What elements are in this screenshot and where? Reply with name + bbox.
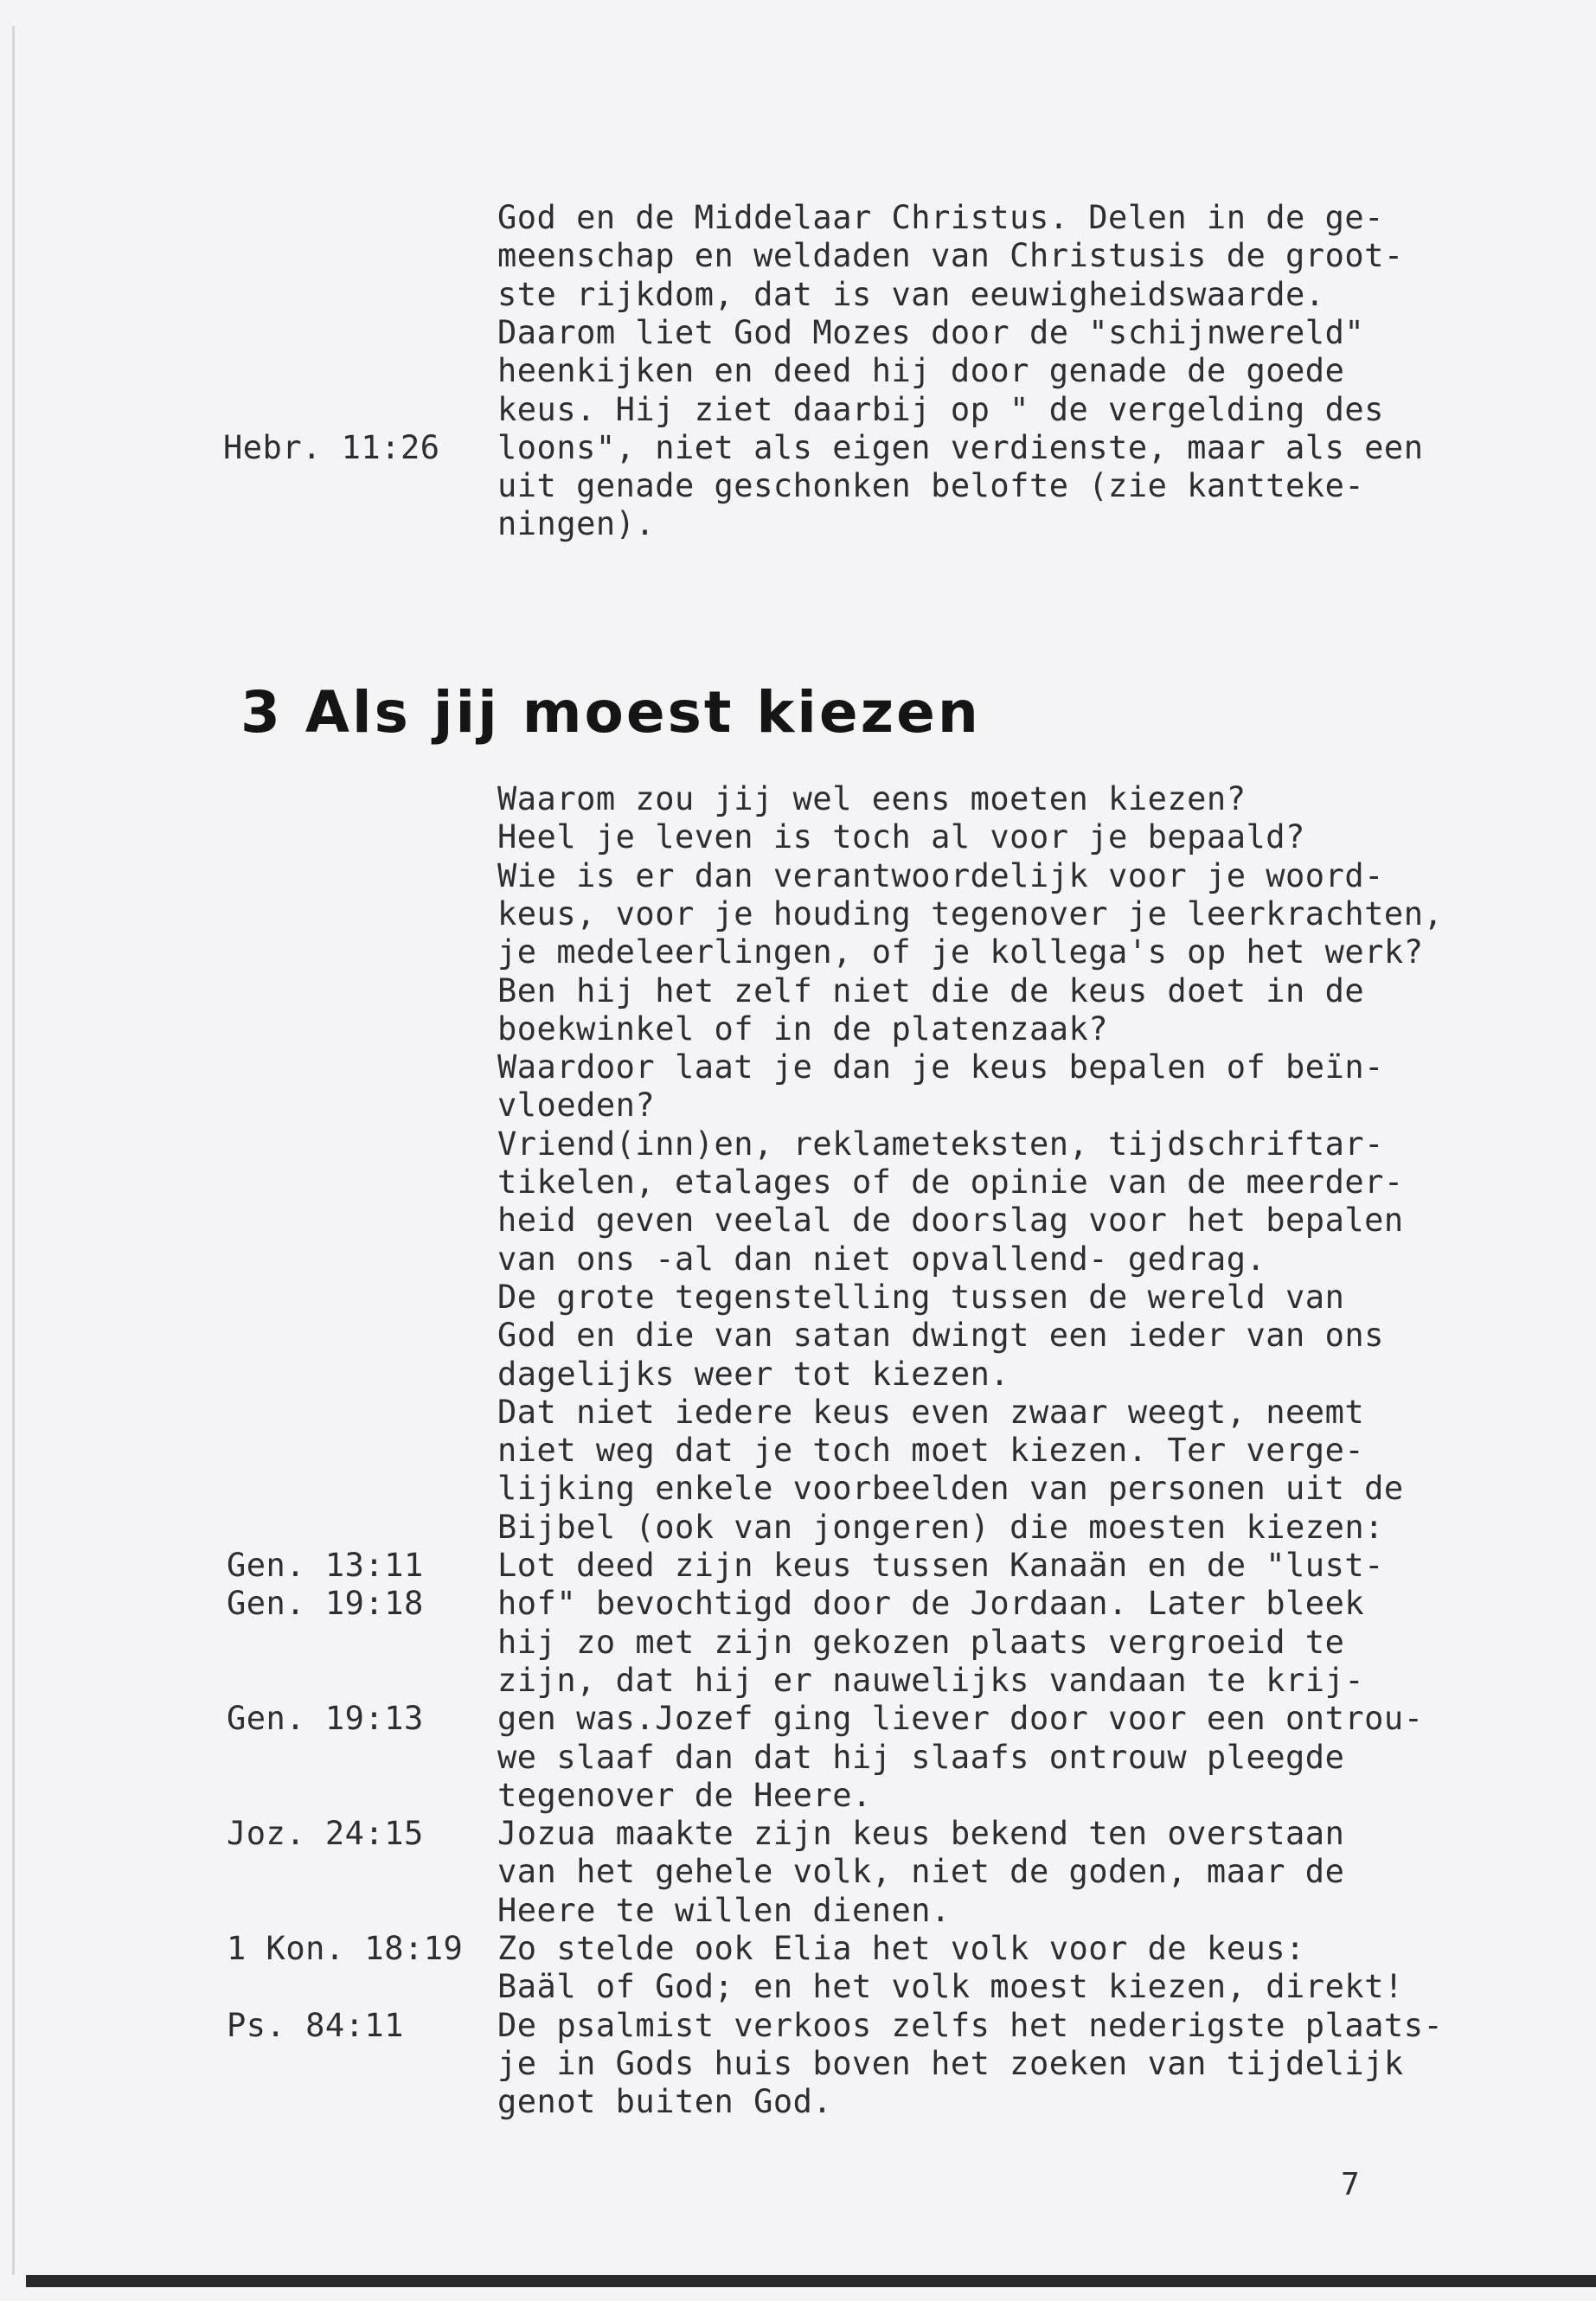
text-line: tikelen, etalages of de opinie van de meerder- — [497, 1163, 1404, 1201]
page-bottom-edge — [26, 2275, 1596, 2287]
text-line: boekwinkel of in de platenzaak? — [497, 1009, 1109, 1048]
text-line: tegenover de Heere. — [497, 1776, 872, 1814]
scripture-reference: Joz. 24:15 — [227, 1815, 424, 1853]
text-line: we slaaf dan dat hij slaafs ontrouw pleegde — [497, 1738, 1345, 1776]
scripture-reference: Ps. 84:11 — [227, 2006, 404, 2044]
page-left-edge — [12, 26, 15, 2275]
text-line: God en de Middelaar Christus. Delen in de ge- — [497, 199, 1384, 236]
text-line: Zo stelde ook Elia het volk voor de keus: — [497, 1930, 1305, 1967]
text-line: Daarom liet God Mozes door de "schijnwereld" — [497, 313, 1365, 351]
text-line: keus, voor je houding tegenover je leerkrachten, — [497, 894, 1444, 933]
text-line: Dat niet iedere keus even zwaar weegt, neemt — [497, 1393, 1365, 1431]
text-line: hof" bevochtigd door de Jordaan. Later bleek — [497, 1585, 1365, 1623]
text-line: Baäl of God; en het volk moest kiezen, direkt! — [497, 1968, 1404, 2006]
text-line: Waardoor laat je dan je keus bepalen of beïn- — [497, 1048, 1384, 1086]
text-line: niet weg dat je toch moet kiezen. Ter verge- — [497, 1432, 1365, 1470]
section-heading: 3 Als jij moest kiezen — [240, 679, 981, 746]
text-line: ningen). — [497, 505, 656, 543]
text-line: Waarom zou jij wel eens moeten kiezen? — [497, 780, 1247, 817]
text-line: heenkijken en deed hij door genade de goede — [497, 352, 1345, 390]
text-line: je in Gods huis boven het zoeken van tijdelijk — [497, 2044, 1404, 2082]
scripture-reference: 1 Kon. 18:19 — [227, 1930, 464, 1967]
text-line: ste rijkdom, dat is van eeuwigheidswaarde. — [497, 275, 1325, 313]
text-line: heid geven veelal de doorslag voor het bepalen — [497, 1202, 1404, 1240]
text-line: je medeleerlingen, of je kollega's op het werk? — [497, 933, 1424, 971]
text-line: Vriend(inn)en, reklameteksten, tijdschriftar- — [497, 1125, 1384, 1163]
text-line: De grote tegenstelling tussen de wereld van — [497, 1278, 1345, 1316]
text-line: gen was.Jozef ging liever door voor een ontrou- — [497, 1700, 1424, 1738]
text-line: Bijbel (ook van jongeren) die moesten kiezen: — [497, 1508, 1384, 1546]
scripture-reference: Gen. 19:18 — [227, 1585, 424, 1623]
scripture-reference: Gen. 19:13 — [227, 1700, 424, 1738]
text-line: vloeden? — [497, 1086, 656, 1125]
text-line: Jozua maakte zijn keus bekend ten overstaan — [497, 1815, 1345, 1853]
text-line: keus. Hij ziet daarbij op " de vergelding des — [497, 390, 1384, 428]
text-line: Ben hij het zelf niet die de keus doet in de — [497, 971, 1365, 1009]
text-line: meenschap en weldaden van Christusis de groot- — [497, 237, 1404, 275]
text-line: Lot deed zijn keus tussen Kanaän en de "lust- — [497, 1547, 1384, 1584]
text-line: van het gehele volk, niet de goden, maar de — [497, 1853, 1345, 1891]
text-line: uit genade geschonken belofte (zie kantteke- — [497, 467, 1365, 505]
text-line: dagelijks weer tot kiezen. — [497, 1355, 1010, 1393]
page-number: 7 — [1341, 2167, 1360, 2202]
text-line: van ons -al dan niet opvallend- gedrag. — [497, 1240, 1266, 1278]
text-line: genot buiten God. — [497, 2083, 833, 2121]
text-line: Heere te willen dienen. — [497, 1891, 951, 1929]
text-line: lijking enkele voorbeelden van personen uit de — [497, 1470, 1404, 1508]
text-line: De psalmist verkoos zelfs het nederigste plaats- — [497, 2006, 1444, 2044]
text-line: hij zo met zijn gekozen plaats vergroeid te — [497, 1623, 1345, 1661]
scripture-reference: Hebr. 11:26 — [223, 428, 440, 466]
text-line: God en die van satan dwingt een ieder van ons — [497, 1317, 1384, 1355]
scripture-reference: Gen. 13:11 — [227, 1547, 424, 1584]
text-line: loons", niet als eigen verdienste, maar als een — [497, 428, 1424, 466]
text-line: Heel je leven is toch al voor je bepaald? — [497, 818, 1305, 856]
text-line: zijn, dat hij er nauwelijks vandaan te krij- — [497, 1661, 1365, 1699]
text-line: Wie is er dan verantwoordelijk voor je woord- — [497, 856, 1384, 894]
